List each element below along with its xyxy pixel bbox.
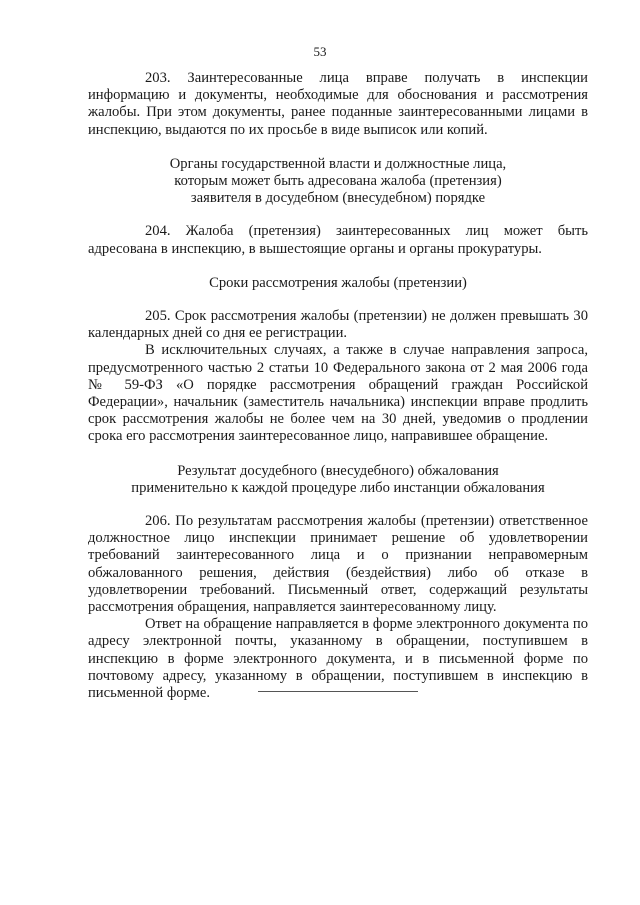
page-number: 53 <box>313 44 327 59</box>
paragraph-205-extension: В исключительных случаях, а также в случае направления запроса, предусмотренного частью 2 статьи 10 Федерального закона от 2 мая 2006 года № 59-ФЗ «О порядке рассмотрения обращений граждан Российской Федерации», начальник (заместитель начальника) инспекции вправе продлить срок рассмотрения жалобы не более чем на 30 дней, уведомив о продлении срока его рассмотрения заинтересованное лицо, направившее обращение. <box>88 342 588 445</box>
document-body <box>88 70 588 702</box>
paragraph-205: 205. Срок рассмотрения жалобы (претензии) не должен превышать 30 календарных дней со дня ее регистрации. <box>88 308 588 342</box>
heading-result-line-1: Результат досудебного (внесудебного) обжалования <box>177 462 499 479</box>
heading-authorities <box>88 156 588 208</box>
heading-result-line-2: применительно к каждой процедуре либо инстанции обжалования <box>131 479 545 496</box>
paragraph-204: 204. Жалоба (претензия) заинтересованных лиц может быть адресована в инспекцию, в вышестоящие органы и органы прокуратуры. <box>88 223 588 257</box>
heading-authorities-line-2: которым может быть адресована жалоба (претензия) <box>174 173 502 190</box>
heading-result <box>88 463 588 497</box>
paragraph-206: 206. По результатам рассмотрения жалобы (претензии) ответственное должностное лицо инспекции принимает решение об удовлетворении требований заинтересованного лица и о признании неправомерным обжалованного решения, действия (бездействия) либо об отказе в удовлетворении требований. Письменный ответ, содержащий результаты рассмотрения обращения, направляется заинтересованному лицу. <box>88 513 588 616</box>
paragraph-206-response: Ответ на обращение направляется в форме электронного документа по адресу электронной почты, указанному в обращении, поступившем в инспекцию в форме электронного документа, и в письменной форме по почтовому адресу, указанному в обращении, поступившем в инспекцию в письменной форме. <box>88 616 588 702</box>
paragraph-203: 203. Заинтересованные лица вправе получать в инспекции информацию и документы, необходимые для обоснования и рассмотрения жалобы. При этом документы, ранее поданные заинтересованными лицами в инспекцию, выдаются по их просьбе в виде выписок или копий. <box>88 70 588 138</box>
heading-deadlines: Сроки рассмотрения жалобы (претензии) <box>209 274 467 291</box>
closing-rule <box>258 691 418 692</box>
heading-authorities-line-1: Органы государственной власти и должностные лица, <box>169 155 507 172</box>
heading-authorities-line-3: заявителя в досудебном (внесудебном) порядке <box>190 190 486 207</box>
